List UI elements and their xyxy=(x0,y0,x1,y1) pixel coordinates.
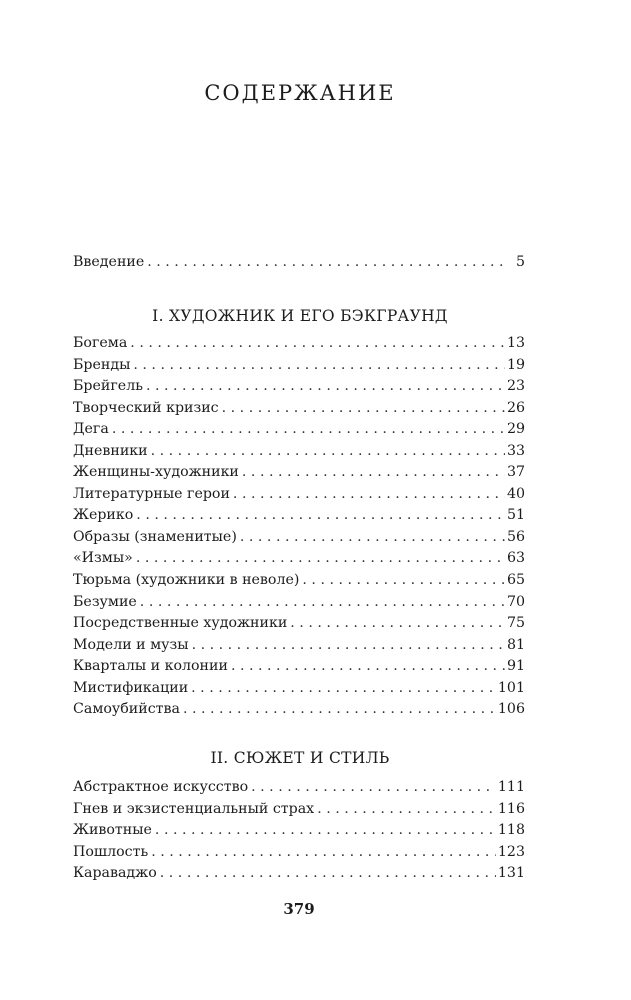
toc-entry[interactable] xyxy=(73,462,525,484)
toc-entry-title: Жерико xyxy=(73,507,134,524)
page-number: 379 xyxy=(283,900,315,918)
toc-entry[interactable] xyxy=(73,398,525,420)
toc-entry[interactable] xyxy=(73,505,525,527)
toc-entry-page: 75 xyxy=(506,615,525,632)
toc-entry-title: Дневники xyxy=(73,442,148,459)
toc-entry-title: Самоубийства xyxy=(73,701,180,718)
dot-leader xyxy=(136,548,505,570)
toc-entry[interactable] xyxy=(73,252,525,274)
toc-entry-title: Животные xyxy=(73,822,152,839)
dot-leader xyxy=(290,613,505,635)
dot-leader xyxy=(140,592,505,614)
toc-entry[interactable] xyxy=(73,527,525,549)
toc-entry[interactable] xyxy=(73,441,525,463)
toc-entry-title: Литературные герои xyxy=(73,485,230,502)
dot-leader xyxy=(155,820,496,842)
toc-entry-page: 63 xyxy=(506,550,525,567)
dot-leader xyxy=(133,355,505,377)
dot-leader xyxy=(192,635,505,657)
toc-entry-page: 65 xyxy=(506,572,525,589)
toc-intro xyxy=(73,252,525,274)
toc-entry-title: Дега xyxy=(73,421,109,438)
dot-leader xyxy=(147,252,507,274)
toc-entry-page: 81 xyxy=(506,636,525,653)
toc-entry[interactable] xyxy=(73,678,525,700)
toc-entry-title: Тюрьма (художники в неволе) xyxy=(73,572,300,589)
toc-entry-page: 118 xyxy=(497,822,525,839)
toc-entry[interactable] xyxy=(73,376,525,398)
toc-entry[interactable] xyxy=(73,355,525,377)
toc-entry-page: 101 xyxy=(497,679,525,696)
toc-entry-page: 29 xyxy=(506,421,525,438)
toc-entry-title: Богема xyxy=(73,335,128,351)
toc-entry-title: Посредственные художники xyxy=(73,615,288,632)
toc-entry-page: 131 xyxy=(497,865,525,882)
dot-leader xyxy=(233,484,505,506)
section-heading-1: I. ХУДОЖНИК И ЕГО БЭКГРАУНД xyxy=(152,307,448,325)
toc-section-1 xyxy=(73,333,525,721)
toc-entry-page: 111 xyxy=(497,779,525,795)
dot-leader xyxy=(130,333,505,355)
dot-leader xyxy=(146,376,505,398)
toc-entry-page: 5 xyxy=(515,254,525,270)
toc-entry[interactable] xyxy=(73,863,525,885)
toc-entry-page: 19 xyxy=(506,356,525,373)
toc-entry-title: Бренды xyxy=(73,356,131,373)
toc-entry[interactable] xyxy=(73,419,525,441)
toc-entry-page: 91 xyxy=(506,658,525,675)
toc-entry-page: 40 xyxy=(506,485,525,502)
toc-entry-page: 33 xyxy=(506,442,525,459)
toc-entry[interactable] xyxy=(73,820,525,842)
dot-leader xyxy=(136,505,505,527)
dot-leader xyxy=(251,777,496,799)
dot-leader xyxy=(151,842,496,864)
toc-entry-title: Пошлость xyxy=(73,843,149,860)
toc-entry[interactable] xyxy=(73,548,525,570)
toc-entry-title: Безумие xyxy=(73,593,137,610)
toc-entry-title: Гнев и экзистенциальный страх xyxy=(73,800,315,817)
dot-leader xyxy=(151,441,505,463)
toc-entry-page: 26 xyxy=(506,399,525,416)
page-title: СОДЕРЖАНИЕ xyxy=(204,81,396,105)
section-heading-2: II. СЮЖЕТ И СТИЛЬ xyxy=(210,749,390,767)
toc-entry-title: Брейгель xyxy=(73,378,143,395)
toc-entry-title: Творческий кризис xyxy=(73,399,219,416)
toc-entry-page: 56 xyxy=(506,528,525,545)
dot-leader xyxy=(302,570,505,592)
toc-entry-page: 70 xyxy=(506,593,525,610)
toc-section-2 xyxy=(73,777,525,885)
dot-leader xyxy=(191,678,496,700)
toc-entry-page: 106 xyxy=(497,701,525,718)
toc-entry-title: Женщины-художники xyxy=(73,464,239,481)
dot-leader xyxy=(183,699,496,721)
toc-entry-title: Кварталы и колонии xyxy=(73,658,228,675)
toc-entry-title: Введение xyxy=(73,254,145,270)
toc-entry-page: 13 xyxy=(506,335,525,351)
dot-leader xyxy=(242,462,505,484)
dot-leader xyxy=(317,799,496,821)
toc-entry-title: Образы (знаменитые) xyxy=(73,528,237,545)
toc-entry-title: Модели и музы xyxy=(73,636,189,653)
toc-entry-title: Караваджо xyxy=(73,865,157,882)
toc-entry-title: Абстрактное искусство xyxy=(73,779,249,795)
dot-leader xyxy=(240,527,505,549)
toc-entry-page: 23 xyxy=(506,378,525,395)
toc-entry[interactable] xyxy=(73,333,525,355)
toc-entry[interactable] xyxy=(73,842,525,864)
toc-entry-title: «Измы» xyxy=(73,550,133,567)
toc-entry[interactable] xyxy=(73,777,525,799)
dot-leader xyxy=(231,656,505,678)
toc-entry[interactable] xyxy=(73,656,525,678)
dot-leader xyxy=(160,863,496,885)
toc-entry[interactable] xyxy=(73,570,525,592)
toc-entry[interactable] xyxy=(73,635,525,657)
toc-entry[interactable] xyxy=(73,699,525,721)
toc-entry[interactable] xyxy=(73,613,525,635)
toc-entry-page: 51 xyxy=(506,507,525,524)
toc-entry-page: 123 xyxy=(497,843,525,860)
toc-entry-title: Мистификации xyxy=(73,679,189,696)
toc-entry[interactable] xyxy=(73,799,525,821)
toc-entry[interactable] xyxy=(73,484,525,506)
toc-entry[interactable] xyxy=(73,592,525,614)
toc-entry-page: 116 xyxy=(497,800,525,817)
dot-leader xyxy=(222,398,505,420)
toc-entry-page: 37 xyxy=(506,464,525,481)
dot-leader xyxy=(112,419,505,441)
